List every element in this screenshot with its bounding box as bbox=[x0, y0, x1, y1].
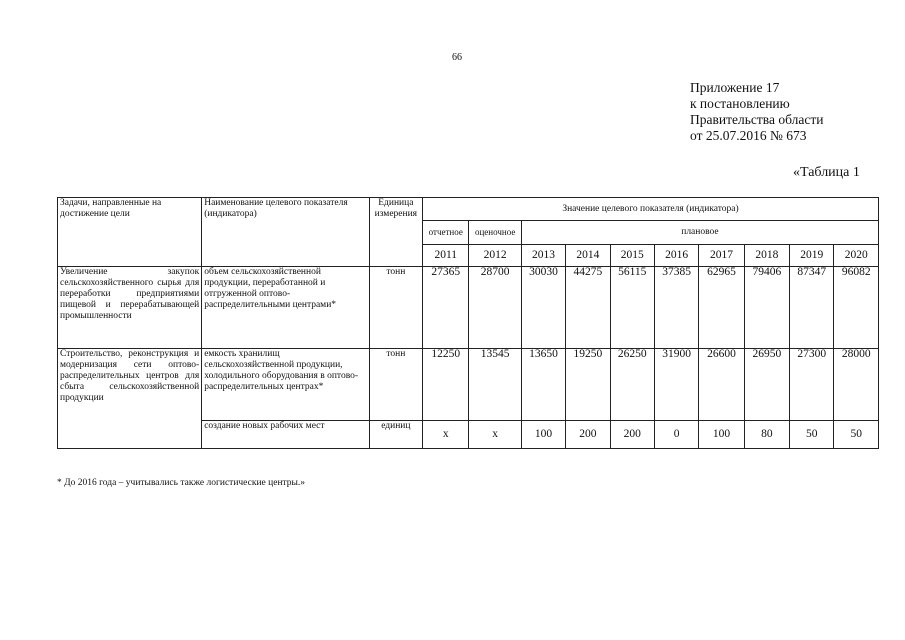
value-cell: 44275 bbox=[566, 267, 610, 349]
value-cell: 28700 bbox=[469, 267, 521, 349]
value-cell: 27365 bbox=[423, 267, 469, 349]
value-cell: x bbox=[423, 421, 469, 449]
header-goal: Задачи, направленные на достижение цели bbox=[58, 198, 202, 267]
value-cell: 28000 bbox=[834, 349, 879, 421]
indicator-cell: емкость хранилищ сельскохозяйственной продукции, холодильного оборудования в оптово-распределительных центрах* bbox=[202, 349, 369, 421]
year-cell: 2017 bbox=[699, 245, 744, 267]
value-cell: 87347 bbox=[790, 267, 834, 349]
appendix-line: от 25.07.2016 № 673 bbox=[690, 128, 807, 143]
value-cell: 50 bbox=[834, 421, 879, 449]
appendix-line: Приложение 17 bbox=[690, 80, 780, 95]
indicator-table bbox=[57, 197, 879, 449]
header-reported: отчетное bbox=[423, 221, 469, 245]
year-cell: 2013 bbox=[521, 245, 565, 267]
indicator-cell: создание новых рабочих мест bbox=[202, 421, 369, 449]
year-cell: 2016 bbox=[654, 245, 698, 267]
table-row bbox=[58, 349, 879, 421]
appendix-line: Правительства области bbox=[690, 112, 824, 127]
value-cell: 100 bbox=[521, 421, 565, 449]
value-cell: x bbox=[469, 421, 521, 449]
value-cell: 12250 bbox=[423, 349, 469, 421]
value-cell: 26600 bbox=[699, 349, 744, 421]
value-cell: 50 bbox=[790, 421, 834, 449]
unit-cell: единиц bbox=[369, 421, 422, 449]
value-cell: 37385 bbox=[654, 267, 698, 349]
table-row bbox=[58, 267, 879, 349]
goal-cell: Увеличение закупок сельскохозяйственного сырья для переработки предприятиями пищевой и перерабатывающей промышленности bbox=[58, 267, 202, 349]
value-cell: 200 bbox=[610, 421, 654, 449]
footnote: * До 2016 года – учитывались также логистические центры.» bbox=[57, 478, 306, 488]
value-cell: 13545 bbox=[469, 349, 521, 421]
header-unit: Единица измерения bbox=[369, 198, 422, 267]
value-cell: 13650 bbox=[521, 349, 565, 421]
header-value: Значение целевого показателя (индикатора) bbox=[423, 198, 879, 221]
value-cell: 30030 bbox=[521, 267, 565, 349]
value-cell: 31900 bbox=[654, 349, 698, 421]
value-cell: 96082 bbox=[834, 267, 879, 349]
indicator-cell: объем сельскохозяйственной продукции, переработанной и отгруженной оптово-распределительными центрами* bbox=[202, 267, 369, 349]
appendix-line: к постановлению bbox=[690, 96, 790, 111]
value-cell: 62965 bbox=[699, 267, 744, 349]
unit-cell: тонн bbox=[369, 267, 422, 349]
value-cell: 26950 bbox=[744, 349, 789, 421]
value-cell: 56115 bbox=[610, 267, 654, 349]
header-planned: плановое bbox=[521, 221, 878, 245]
year-cell: 2014 bbox=[566, 245, 610, 267]
year-cell: 2011 bbox=[423, 245, 469, 267]
year-cell: 2019 bbox=[790, 245, 834, 267]
page-number: 66 bbox=[452, 52, 462, 63]
year-cell: 2015 bbox=[610, 245, 654, 267]
value-cell: 19250 bbox=[566, 349, 610, 421]
value-cell: 26250 bbox=[610, 349, 654, 421]
year-cell: 2012 bbox=[469, 245, 521, 267]
value-cell: 0 bbox=[654, 421, 698, 449]
header-estimated: оценочное bbox=[469, 221, 521, 245]
appendix-block bbox=[690, 80, 823, 144]
year-cell: 2018 bbox=[744, 245, 789, 267]
table-label: «Таблица 1 bbox=[793, 165, 860, 180]
value-cell: 100 bbox=[699, 421, 744, 449]
value-cell: 80 bbox=[744, 421, 789, 449]
goal-cell: Строительство, реконструкция и модернизация сети оптово-распределительных центров для сбыта сельскохозяйственной продукции bbox=[58, 349, 202, 449]
header-indicator: Наименование целевого показателя (индикатора) bbox=[202, 198, 369, 267]
unit-cell: тонн bbox=[369, 349, 422, 421]
value-cell: 79406 bbox=[744, 267, 789, 349]
value-cell: 200 bbox=[566, 421, 610, 449]
year-cell: 2020 bbox=[834, 245, 879, 267]
value-cell: 27300 bbox=[790, 349, 834, 421]
